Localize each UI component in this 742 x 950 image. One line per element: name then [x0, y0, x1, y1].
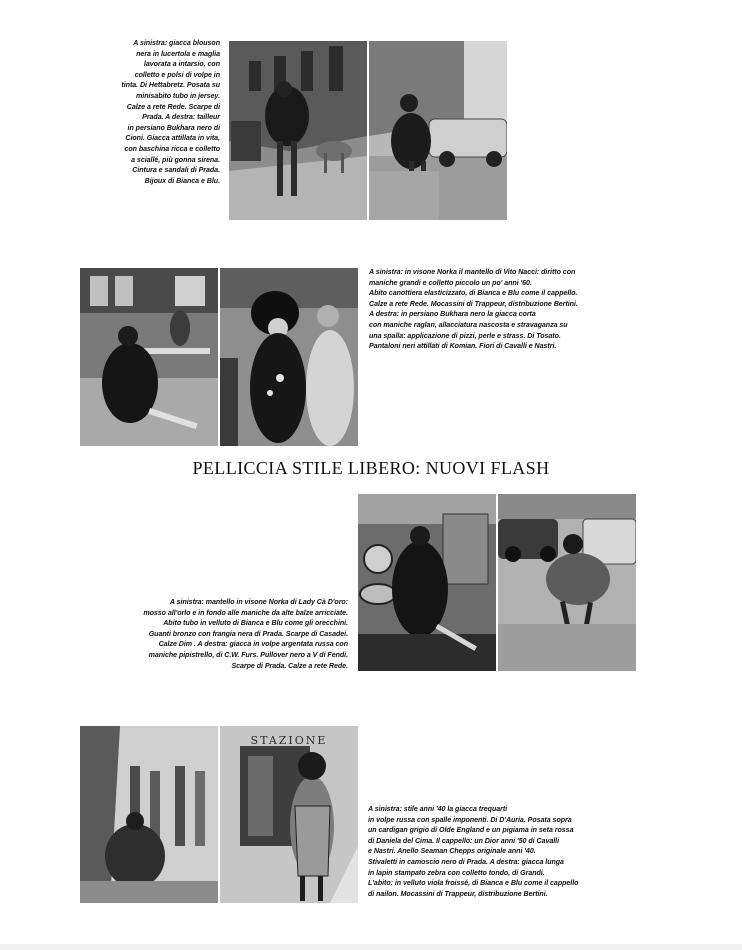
- caption-line: a sciallé, più gonna sirena.: [131, 155, 220, 164]
- caption-line: Scarpe di Prada. Calze a rete Rede.: [231, 661, 348, 670]
- caption-line: A destra: in persiano Bukhara nero la giacca corta: [369, 310, 536, 319]
- caption-2: [369, 267, 669, 352]
- photo-stazione-zebra-coat: [220, 726, 358, 903]
- caption-line: Calze Dim . A destra: giacca in volpe argentata russa con: [158, 640, 348, 649]
- caption-line: con baschina ricca e colletto: [124, 144, 220, 153]
- caption-line: Abito canottiera elasticizzato, di Bianca e Blu come il cappello.: [369, 289, 578, 298]
- caption-line: maniche grandi e colletto piccolo un po' anni '60.: [369, 278, 532, 287]
- caption-line: nera in lucertola e maglia: [136, 49, 220, 58]
- caption-line: Cioni. Giacca attillata in vita,: [125, 134, 220, 143]
- caption-line: minisabito tubo in jersey.: [136, 91, 220, 100]
- caption-line: Guanti bronzo con frangia nera di Prada. Scarpe di Casadei.: [148, 629, 348, 638]
- caption-line: e Nastri. Anello Seaman Chepps originale anni '40.: [368, 847, 536, 856]
- caption-line: Bijoux di Bianca e Blu.: [144, 176, 220, 185]
- caption-line: in volpe russa con spalle imponenti. Di D'Auria. Posata sopra: [368, 815, 572, 824]
- caption-line: Calze a rete Rede. Scarpe di: [126, 102, 220, 111]
- caption-line: Cintura e sandali di Prada.: [132, 166, 220, 175]
- page-bottom-edge: [0, 944, 742, 950]
- caption-line: A sinistra: in visone Norka il mantello di Vito Nacci: diritto con: [369, 268, 576, 276]
- caption-3: [40, 597, 348, 671]
- caption-line: di Daniela del Cima. Il cappello: un Dior anni '50 di Cavalli: [368, 836, 560, 845]
- caption-line: L'abito: in velluto viola froissé, di Bianca e Blu come il cappello: [368, 879, 579, 888]
- caption-line: A sinistra: mantello in visone Norka di Lady Cà D'oro:: [169, 598, 348, 606]
- caption-line: con maniche raglan, allacciatura nascosta e stravaganza su: [369, 320, 568, 329]
- caption-line: colletto e polsi di volpe in: [134, 70, 220, 79]
- caption-line: lavorata a intarsio, con: [143, 60, 220, 69]
- page-headline: PELLICCIA STILE LIBERO: NUOVI FLASH: [192, 458, 550, 478]
- caption-4: [368, 804, 678, 899]
- caption-line: Pantaloni neri attillati di Komian. Fiori di Cavalli e Nastri.: [369, 342, 557, 351]
- caption-line: un cardigan grigio di Olde England e un pigiama in seta rossa: [368, 826, 574, 835]
- caption-line: A sinistra: giacca blouson: [133, 39, 220, 47]
- caption-line: di nailon. Mocassini di Trappeur, distribuzione Bertini.: [368, 889, 548, 898]
- caption-line: tinta. Di Hettabretz. Posata su: [121, 81, 220, 90]
- photo-fox-jacket-car: [498, 494, 636, 671]
- caption-line: Calze a rete Rede. Mocassini di Trappeur, distribuzione Bertini.: [369, 299, 578, 308]
- caption-line: Prada. A destra: tailleur: [142, 113, 220, 122]
- caption-line: una spalla: applicazione di pizzi, perle e strass. Di Tosato.: [369, 331, 561, 340]
- caption-line: Abito tubo in velluto di Bianca e Blu come gli orecchini.: [163, 619, 348, 628]
- photo-cafe-seated-mink: [80, 268, 218, 446]
- caption-line: maniche pipistrello, di C.W. Furs. Pullover nero a V di Fendi.: [148, 650, 348, 659]
- caption-line: Stivaletti in camoscio nero di Prada. A destra: giacca lunga: [368, 857, 564, 866]
- station-sign: STAZIONE: [250, 734, 328, 747]
- caption-line: in lapin stampato zebra con colletto tondo, di Grandi.: [368, 868, 545, 877]
- photo-mink-drums: [358, 494, 496, 671]
- caption-line: mosso all'orlo e in fondo alle maniche da alte balze arricciate.: [143, 608, 348, 617]
- photo-persian-jacket-man: [220, 268, 358, 446]
- caption-line: A sinistra: stile anni '40 la giacca trequarti: [368, 805, 508, 813]
- photo-street-fur-leopard: [229, 41, 367, 220]
- caption-line: in persiano Bukhara nero di: [127, 123, 220, 132]
- photo-fur-seated-car: [369, 41, 507, 220]
- caption-1: [40, 38, 220, 186]
- photo-arcade-fox-jacket: [80, 726, 218, 903]
